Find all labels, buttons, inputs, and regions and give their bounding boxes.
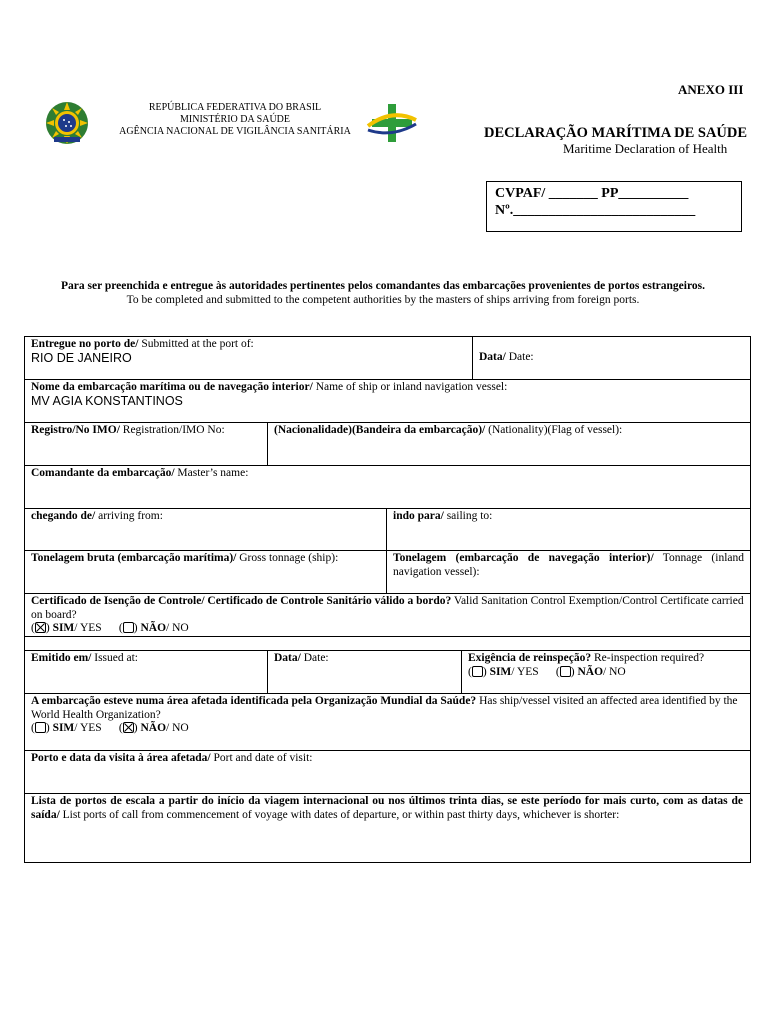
issued-date-cell[interactable] — [274, 652, 329, 666]
master-cell[interactable] — [31, 467, 248, 481]
affected-area-label-en: Has ship/vessel visited an affected area identified by the World Health Organization? — [31, 695, 738, 721]
registration-label-pt: Registro/No IMO/ — [31, 424, 120, 436]
date-cell[interactable] — [479, 351, 534, 365]
ship-name-label-en: Name of ship or inland navigation vessel: — [312, 381, 508, 393]
instructions-portuguese: Para ser preenchida e entregue às autoridades pertinentes pelos comandantes das embarcações provenientes de portos estrangeiros. — [61, 280, 705, 292]
certificate-cell: Certificado de Isenção de Controle/ Certificado de Controle Sanitário válido a bordo? Valid Sanitation Control Exemption/Control Certificate carried on board? ( ) SIM/ YES ( ) NÃO/ NO — [31, 595, 744, 634]
port-label-en: Submitted at the port of: — [138, 338, 254, 350]
arriving-label-en: arriving from: — [95, 510, 163, 522]
ports-list-cell[interactable] — [31, 795, 743, 822]
ports-list-label-en: List ports of call from commencement of voyage with dates of departure, or within past thirty days, whichever is shorter: — [59, 808, 620, 821]
reinspection-yes-pt: SIM — [489, 665, 512, 678]
registration-label-en: Registration/IMO No: — [119, 424, 225, 436]
gross-ship-label-pt: Tonelagem bruta (embarcação marítima)/ — [31, 552, 237, 564]
cvpaf-box — [486, 181, 742, 232]
affected-no-pt: NÃO — [140, 722, 167, 734]
master-label-en: Master’s name: — [174, 467, 249, 479]
certificate-label-en: Valid Sanitation Control Exemption/Control Certificate carried on board? — [31, 595, 744, 621]
reinspection-cell: Exigência de reinspeção? Re-inspection required? ( ) SIM/ YES ( ) NÃO/ NO — [468, 652, 705, 678]
sailing-label-pt: indo para/ — [393, 510, 444, 522]
affected-no-en: / NO — [166, 722, 189, 734]
cvpaf-line: CVPAF/ _______ PP__________ — [495, 186, 689, 201]
gross-inland-label-en: Tonnage (inland navigation vessel): — [393, 552, 744, 578]
affected-yes-checkbox[interactable] — [35, 722, 46, 733]
certificate-no-pt: NÃO — [140, 622, 167, 634]
port-label-pt: Entregue no porto de/ — [31, 338, 139, 350]
visit-port-cell[interactable] — [31, 752, 313, 766]
certificate-yes-pt: SIM — [52, 622, 75, 634]
certificate-label-pt: Certificado de Isenção de Controle/ Certificado de Controle Sanitário válido a bordo? — [31, 595, 452, 607]
ship-name-value[interactable]: MV AGIA KONSTANTINOS — [31, 393, 183, 408]
agency-line-1: REPÚBLICA FEDERATIVA DO BRASIL — [148, 102, 322, 113]
gross-inland-label-pt: Tonelagem (embarcação de navegação interior)/ — [393, 552, 654, 564]
ship-name-cell — [31, 381, 741, 409]
tonnage-inland-cell[interactable] — [393, 552, 744, 579]
number-line: Nº.__________________________ — [495, 203, 696, 218]
affected-area-cell: A embarcação esteve numa área afetada identificada pela Organização Mundial da Saúde? Has ship/vessel visited an affected area identified by the World Health Organization? ( ) SIM/ YES ( ) NÃO/ NO — [31, 695, 738, 734]
issued-at-cell[interactable] — [31, 652, 138, 666]
certificate-no-en: / NO — [166, 622, 189, 634]
certificate-yes-en: / YES — [74, 622, 102, 634]
reinspection-label-pt: Exigência de reinspeção? — [468, 652, 592, 664]
ports-list-label-pt: Lista de portos de escala a partir do início da viagem internacional ou nos últimos trinta dias, se este período for mais curto, com as datas de saída/ — [31, 795, 743, 821]
affected-no-checkbox[interactable] — [123, 722, 134, 733]
visit-port-label-pt: Porto e data da visita à área afetada/ — [31, 752, 211, 764]
instructions — [60, 279, 706, 307]
arriving-cell[interactable] — [31, 510, 163, 524]
reinspection-no-en: / NO — [603, 665, 626, 678]
agency-line-3: AGÊNCIA NACIONAL DE VIGILÂNCIA SANITÁRIA — [119, 126, 351, 137]
date-label-en: Date: — [505, 351, 534, 363]
reinspection-label-en: Re-inspection required? — [591, 652, 705, 664]
arriving-label-pt: chegando de/ — [31, 510, 96, 522]
anvisa-logo-icon — [366, 102, 418, 144]
nationality-label-pt: (Nacionalidade)(Bandeira da embarcação)/ — [274, 424, 486, 436]
sailing-cell[interactable] — [393, 510, 492, 524]
port-cell — [31, 338, 461, 366]
gross-ship-label-en: Gross tonnage (ship): — [236, 552, 339, 564]
affected-yes-en: / YES — [74, 722, 102, 734]
certificate-no-checkbox[interactable] — [123, 622, 134, 633]
master-label-pt: Comandante da embarcação/ — [31, 467, 175, 479]
affected-yes-pt: SIM — [52, 722, 75, 734]
reinspection-no-checkbox[interactable] — [560, 666, 571, 677]
declaration-form — [24, 336, 751, 863]
affected-area-label-pt: A embarcação esteve numa área afetada identificada pela Organização Mundial da Saúde? — [31, 695, 477, 707]
registration-cell[interactable] — [31, 424, 225, 438]
instructions-english: To be completed and submitted to the competent authorities by the masters of ships arriving from foreign ports. — [126, 294, 640, 306]
visit-port-label-en: Port and date of visit: — [210, 752, 313, 764]
port-value[interactable]: RIO DE JANEIRO — [31, 350, 132, 365]
issued-at-label-pt: Emitido em/ — [31, 652, 92, 664]
nationality-cell[interactable] — [274, 424, 622, 438]
reinspection-no-pt: NÃO — [577, 665, 604, 678]
brazil-coat-of-arms-icon — [44, 100, 90, 146]
agency-line-2: MINISTÉRIO DA SAÚDE — [180, 114, 290, 125]
sailing-label-en: sailing to: — [443, 510, 493, 522]
annex-label: ANEXO III — [678, 82, 744, 97]
certificate-yes-checkbox[interactable] — [35, 622, 46, 633]
title-english: Maritime Declaration of Health — [563, 141, 728, 156]
date-label-pt: Data/ — [479, 351, 506, 363]
reinspection-yes-checkbox[interactable] — [472, 666, 483, 677]
agency-header — [100, 102, 370, 138]
issued-date-label-pt: Data/ — [274, 652, 301, 664]
ship-name-label-pt: Nome da embarcação marítima ou de navegação interior/ — [31, 381, 313, 393]
nationality-label-en: (Nationality)(Flag of vessel): — [485, 424, 623, 436]
issued-at-label-en: Issued at: — [91, 652, 139, 664]
issued-date-label-en: Date: — [300, 652, 329, 664]
reinspection-yes-en: / YES — [511, 665, 539, 678]
gross-tonnage-ship-cell[interactable] — [31, 552, 341, 566]
title-portuguese: DECLARAÇÃO MARÍTIMA DE SAÚDE — [484, 125, 748, 141]
